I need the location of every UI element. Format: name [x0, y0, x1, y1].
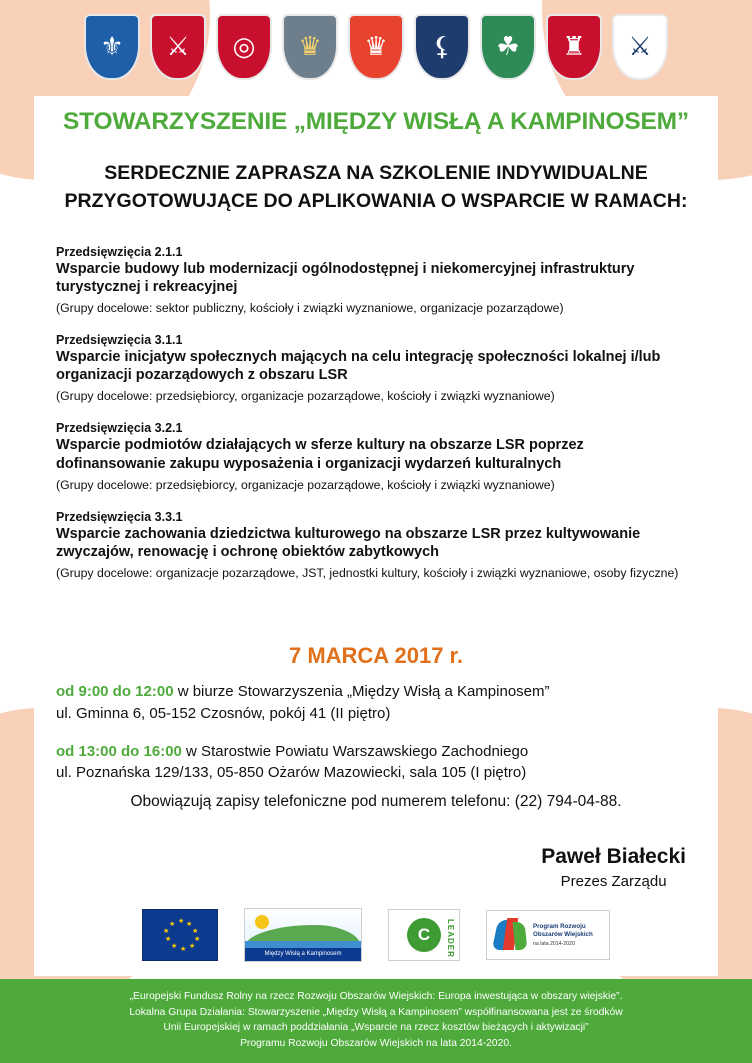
prow-logo-text — [533, 923, 605, 947]
crest-6 — [414, 14, 470, 80]
session-address: ul. Gminna 6, 05-152 Czosnów, pokój 41 (II piętro) — [56, 704, 391, 722]
measure-target-groups: (Grupy docelowe: sektor publiczny, kościoły i związki wyznaniowe, organizacje pozarządowe) — [56, 301, 564, 316]
leader-side-text: LEADER — [446, 919, 455, 958]
crest-glyph-7: ☘ — [496, 32, 520, 62]
session-hours: od 9:00 do 12:00 — [56, 683, 174, 700]
invitation-heading — [0, 160, 752, 215]
prow-mark — [491, 916, 529, 954]
crest-glyph-9: ⚔ — [628, 32, 652, 62]
session-place: w Starostwie Powiatu Warszawskiego Zachodniego — [181, 742, 529, 760]
lgd-logo-caption: Między Wisłą a Kampinosem — [245, 948, 361, 961]
measure-target-groups: (Grupy docelowe: przedsiębiorcy, organizacje pozarządowe, kościoły i związki wyznaniowe) — [56, 389, 555, 404]
crest-3 — [216, 14, 272, 80]
eu-stars: ★ ★ ★ ★ ★ ★ ★ ★ ★ ★ — [163, 917, 201, 953]
leader-logo-icon — [388, 909, 460, 961]
measure-description: Wsparcie zachowania dziedzictwa kulturowego na obszarze LSR przez kultywowanie zwyczajów, renowację i ochronę obiektów zabytkowych — [56, 525, 641, 560]
measures-list — [56, 245, 696, 598]
crest-5 — [348, 14, 404, 80]
invitation-line-2: PRZYGOTOWUJĄCE DO APLIKOWANIA O WSPARCIE W RAMACH: — [64, 189, 688, 212]
list-item — [56, 421, 696, 493]
crest-glyph-6: ⚸ — [432, 32, 452, 62]
signature-name: Paweł Białecki — [541, 845, 686, 868]
crest-4 — [282, 14, 338, 80]
page-title: STOWARZYSZENIE „MIĘDZY WISŁĄ A KAMPINOSEM” — [63, 108, 689, 135]
measure-number: Przedsięwzięcia 3.1.1 — [56, 333, 183, 348]
measure-description: Wsparcie podmiotów działających w sferze kultury na obszarze LSR poprzez dofinansowanie zakupu wyposażenia i organizacji wydarzeń kulturalnych — [56, 437, 584, 472]
sun-icon — [255, 915, 269, 929]
prow-subtitle: na lata 2014-2020 — [533, 940, 575, 947]
eu-flag-icon — [142, 909, 218, 961]
footer-funding-note — [0, 979, 752, 1063]
registration-phone-note: Obowiązują zapisy telefoniczne pod numerem telefonu: (22) 794-04-88. — [130, 793, 622, 810]
crest-glyph-1: ⚜ — [100, 32, 124, 62]
session-address: ul. Poznańska 129/133, 05-850 Ożarów Mazowiecki, sala 105 (I piętro) — [56, 764, 527, 782]
logo-strip — [0, 908, 752, 962]
invitation-line-1: SERDECZNIE ZAPRASZA NA SZKOLENIE INDYWIDUALNE — [104, 162, 648, 184]
list-item — [56, 510, 696, 582]
crest-glyph-5: ♛ — [364, 32, 388, 62]
list-item — [56, 333, 696, 405]
session-hours: od 13:00 do 16:00 — [56, 742, 182, 760]
crest-glyph-3: ◎ — [232, 32, 256, 62]
event-date: 7 MARCA 2017 r. — [288, 643, 464, 668]
crest-glyph-2: ⚔ — [166, 32, 190, 62]
crest-9 — [612, 14, 668, 80]
leader-mark: C — [407, 918, 441, 952]
session-afternoon — [56, 741, 706, 785]
prow-title: Program Rozwoju Obszarów Wiejskich — [533, 923, 593, 938]
footer-line-3: Unii Europejskiej w ramach poddziałania „Wsparcie na rzecz kosztów bieżących i aktywizacji” — [163, 1022, 589, 1034]
session-place: w biurze Stowarzyszenia „Między Wisłą a Kampinosem” — [173, 683, 550, 700]
crest-1 — [84, 14, 140, 80]
crest-7 — [480, 14, 536, 80]
measure-description: Wsparcie inicjatyw społecznych mających na celu integrację społeczności lokalnej i/lub organizacji pozarządowych z obszaru LSR — [56, 349, 661, 384]
signature-block — [541, 845, 686, 890]
crest-8 — [546, 14, 602, 80]
measure-number: Przedsięwzięcia 3.3.1 — [56, 509, 183, 524]
crest-2 — [150, 14, 206, 80]
crest-glyph-4: ♛ — [298, 32, 322, 62]
list-item — [56, 245, 696, 317]
session-line — [56, 681, 706, 703]
footer-line-1: „Europejski Fundusz Rolny na rzecz Rozwoju Obszarów Wiejskich: Europa inwestująca w obszary wiejskie”. — [129, 991, 623, 1003]
lgd-logo-icon — [244, 908, 362, 962]
sessions-list — [56, 681, 706, 800]
measure-number: Przedsięwzięcia 2.1.1 — [56, 245, 183, 259]
measure-target-groups: (Grupy docelowe: przedsiębiorcy, organizacje pozarządowe, kościoły i związki wyznaniowe) — [56, 477, 555, 492]
measure-number: Przedsięwzięcia 3.2.1 — [56, 421, 183, 436]
measure-target-groups: (Grupy docelowe: organizacje pozarządowe, JST, jednostki kultury, kościoły i związki wyznaniowe, osoby fizyczne) — [56, 565, 679, 580]
session-morning — [56, 681, 706, 725]
measure-description: Wsparcie budowy lub modernizacji ogólnodostępnej i niekomercyjnej infrastruktury turystycznej i rekreacyjnej — [56, 261, 635, 296]
municipality-crest-row — [0, 14, 752, 80]
footer-line-4: Programu Rozwoju Obszarów Wiejskich na lata 2014-2020. — [240, 1037, 512, 1049]
crest-glyph-8: ♜ — [562, 32, 586, 62]
session-line — [56, 741, 706, 763]
footer-line-2: Lokalna Grupa Działania: Stowarzyszenie „Między Wisłą a Kampinosem” współfinansowana jest ze środków — [129, 1006, 623, 1018]
signature-role: Prezes Zarządu — [560, 873, 667, 890]
prow-logo-icon — [486, 910, 610, 960]
